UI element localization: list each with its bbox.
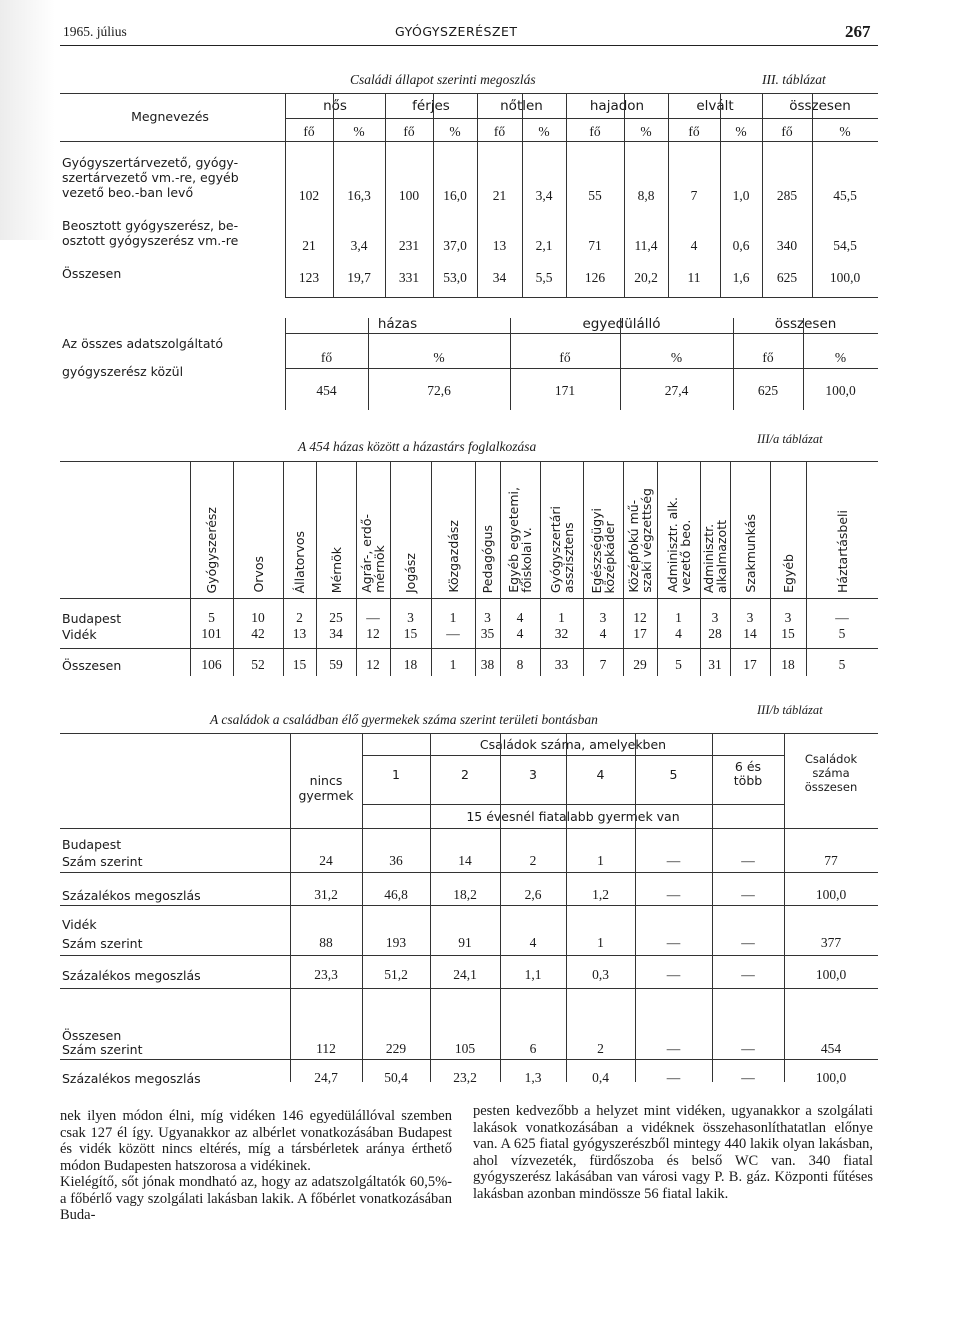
table-rule: [623, 461, 624, 676]
column-header: [657, 463, 700, 593]
header-count: 2: [461, 767, 469, 782]
table-cell: 4: [516, 610, 524, 625]
sub-header: fő: [762, 350, 774, 365]
table-cell: 42: [251, 626, 265, 641]
row-label: Budapest: [62, 611, 122, 626]
table-cell: 59: [329, 657, 343, 672]
table-cell: 31,2: [314, 887, 338, 902]
column-header-text: Közgazdász: [445, 520, 461, 593]
sub-header: fő: [688, 124, 700, 139]
sub-header: %: [640, 124, 652, 139]
row-label: Százalékos megoszlás: [62, 888, 201, 903]
table-cell: 37,0: [443, 238, 467, 253]
row-label: Összesen: [62, 658, 122, 673]
table-rule: [566, 733, 567, 1082]
table-cell: —: [741, 935, 755, 950]
table-cell: 340: [776, 238, 798, 253]
table-cell: 36: [389, 853, 403, 868]
table-rule: [60, 598, 878, 599]
table-cell: 3: [711, 610, 719, 625]
table-cell: —: [741, 1041, 755, 1056]
table-cell: 35: [480, 626, 495, 641]
table-cell: 100,0: [815, 1070, 847, 1085]
sub-header: fő: [781, 124, 793, 139]
table-cell: 5: [208, 610, 215, 625]
header-no-child: nincs gyermek: [298, 773, 354, 803]
table-rule: [285, 333, 878, 334]
sub-header: fő: [493, 124, 506, 139]
column-header-text: Adminisztr. alk. vezető beo.: [664, 497, 693, 593]
table-cell: 27,4: [664, 383, 689, 398]
table-rule: [233, 461, 234, 676]
sub-header: fő: [559, 350, 571, 365]
table3a-caption: A 454 házas között a házastárs foglalkozása: [298, 439, 537, 454]
header-top: Családok száma, amelyekben: [479, 737, 667, 752]
table-cell: 1,0: [732, 188, 750, 203]
column-header-text: Egyéb egyetemi, főiskolai v.: [506, 487, 534, 593]
table-cell: 88: [319, 935, 333, 950]
table-cell: 23,2: [453, 1070, 477, 1085]
table-cell: —: [666, 967, 681, 982]
table-cell: 11,4: [634, 238, 658, 253]
page-number: 267: [845, 22, 871, 41]
table-cell: 21: [302, 238, 316, 253]
table-cell: 2: [597, 1041, 604, 1056]
table-cell: 18,2: [453, 887, 477, 902]
row-label: Szám szerint: [62, 854, 143, 869]
row-label: Százalékos megoszlás: [62, 1071, 201, 1086]
table-rule: [620, 318, 621, 410]
row-label: Gyógyszertárvezető, gyógy- szertárvezető vm.-re, egyéb vezető beo.-ban levő: [62, 155, 239, 200]
table-rule: [60, 648, 878, 649]
group-header: nős: [323, 98, 347, 114]
table-cell: —: [741, 1070, 755, 1085]
table-cell: 34: [329, 626, 343, 641]
sub-header: %: [735, 124, 747, 139]
table-cell: 53,0: [443, 270, 467, 285]
row-label: Vidék: [62, 627, 97, 642]
column-header: [540, 463, 583, 593]
table-rule: [500, 461, 501, 676]
table3-caption: Családi állapot szerinti megoszlás: [350, 72, 536, 87]
group-header: hajadon: [589, 98, 645, 114]
header-bottom: 15 évesnél fiatalabb gyermek van: [466, 809, 680, 824]
sub-header: fő: [303, 124, 315, 139]
table-cell: 18: [781, 657, 795, 672]
column-header-text: Egészségügyi középkáder: [589, 507, 617, 593]
table-cell: 377: [820, 935, 842, 950]
table-cell: 50,4: [384, 1070, 408, 1085]
group-header: férjes: [412, 98, 450, 114]
table-cell: 15: [781, 626, 795, 641]
table-cell: 24,1: [453, 967, 477, 982]
table-cell: 1: [558, 610, 565, 625]
table-cell: 38: [480, 657, 495, 672]
table-cell: 1,3: [524, 1070, 542, 1085]
header-count: 1: [392, 767, 400, 782]
table-cell: 8,8: [637, 188, 655, 203]
table-cell: 2,1: [535, 238, 553, 253]
table-cell: 5,5: [535, 270, 553, 285]
table-rule: [700, 461, 701, 676]
table-cell: 3: [746, 610, 754, 625]
table-cell: 625: [757, 383, 779, 398]
table-rule: [285, 297, 878, 298]
region-label: Vidék: [62, 917, 97, 932]
table-cell: 3: [484, 610, 491, 625]
column-header: [390, 463, 431, 593]
table-rule: [806, 461, 807, 676]
column-header: [283, 463, 316, 593]
table-rule: [316, 461, 317, 676]
table-cell: 0,4: [592, 1070, 609, 1085]
table-rule: [733, 318, 734, 410]
table-cell: 4: [675, 626, 682, 641]
table-rule: [60, 988, 878, 989]
table-cell: 100,0: [815, 887, 847, 902]
table-cell: 4: [599, 626, 607, 641]
sub-header: %: [433, 350, 445, 365]
column-header: [583, 463, 623, 593]
table-cell: 123: [298, 270, 320, 285]
table-rule: [430, 733, 431, 1082]
table-rule: [803, 318, 804, 410]
group-header: elvált: [696, 98, 734, 114]
table-cell: 28: [708, 626, 722, 641]
sub-header: %: [353, 124, 365, 139]
column-header: [233, 463, 283, 593]
table-rule: [362, 755, 784, 756]
table-cell: 0,3: [592, 967, 609, 982]
table-cell: 3: [407, 610, 414, 625]
table-cell: 34: [492, 270, 507, 285]
header-count: 4: [596, 767, 605, 782]
table-cell: 4: [690, 238, 698, 253]
row-label: Beosztott gyógyszerész, be- osztott gyógyszerész vm.-re: [62, 218, 239, 248]
table-cell: 24: [319, 853, 333, 868]
table-cell: 171: [554, 383, 576, 398]
table-cell: 20,2: [634, 270, 658, 285]
table-cell: 6: [529, 1041, 537, 1056]
table-cell: 91: [458, 935, 472, 950]
table-cell: 13: [292, 626, 307, 641]
table3-label: III. táblázat: [762, 72, 826, 87]
table-cell: 46,8: [384, 887, 408, 902]
table-cell: 193: [385, 935, 407, 950]
table-rule: [657, 461, 658, 676]
table-cell: 1: [675, 610, 682, 625]
table-cell: 19,7: [347, 270, 371, 285]
table-rule: [60, 1059, 878, 1060]
table-cell: 15: [403, 626, 418, 641]
table-rule: [730, 461, 731, 676]
column-header-text: Pedagógus: [480, 524, 495, 593]
table-cell: 454: [316, 383, 337, 398]
table-rule: [362, 804, 784, 805]
sub-header: fő: [403, 124, 415, 139]
column-header: [475, 463, 500, 593]
table-rule: [190, 461, 191, 676]
table-cell: 625: [776, 270, 798, 285]
column-header-text: Mérnök: [328, 546, 344, 593]
column-label: Megnevezés: [131, 109, 209, 124]
column-header-text: Állatorvos: [292, 530, 307, 593]
column-header: [730, 463, 770, 593]
table-cell: 55: [588, 188, 602, 203]
table-cell: —: [741, 853, 755, 868]
table-cell: 21: [492, 188, 507, 203]
table-cell: —: [446, 626, 460, 641]
table-cell: 3,4: [350, 238, 368, 253]
table-cell: 1,6: [732, 270, 750, 285]
table-cell: 5: [675, 657, 682, 672]
table-cell: 54,5: [833, 238, 857, 253]
sub-header: %: [834, 350, 847, 365]
table-cell: —: [741, 967, 755, 982]
sub-header: fő: [320, 350, 333, 365]
table-cell: —: [835, 610, 849, 625]
column-header: [190, 463, 233, 593]
table-rule: [290, 733, 291, 1082]
column-header-text: Gyógyszerész: [204, 506, 219, 593]
table3b-caption: A családok a családban élő gyermekek száma szerint területi bontásban: [210, 712, 598, 727]
table-rule: [356, 461, 357, 676]
table-cell: 1,1: [524, 967, 542, 982]
column-header: [431, 463, 475, 593]
scan-shadow: [0, 0, 55, 240]
table-cell: 52: [251, 657, 265, 672]
body-right: pesten kedvezőbb a helyzet mint vidéken, ugyanakkor a szolgálati lakások vonatkozásában a vidéknek összehasonlíthatatlan előnye van. A 625 fiatal gyógyszerészből mintegy 440 lakik olyan lakásban, ahol vízvezeték, fürdőszoba és belső WC van. 340 fiatal gyógyszerész lakásában van városi vagy P. B. gáz. Központi fűtéses lakásban azonban mindössze 56 fiatal lakik.: [473, 1103, 873, 1202]
table-cell: —: [666, 887, 681, 902]
table-cell: 12: [633, 610, 647, 625]
table-rule: [712, 733, 713, 1082]
body-text-left: [60, 1108, 452, 1224]
column-header-text: Háztartásbeli: [834, 510, 850, 593]
table-cell: 11: [687, 270, 701, 285]
table-cell: 24,7: [314, 1070, 338, 1085]
table-cell: 15: [292, 657, 307, 672]
group-header: egyedülálló: [582, 316, 661, 332]
table-cell: 33: [554, 657, 569, 672]
table-cell: 32: [554, 626, 569, 641]
table-rule: [285, 118, 878, 119]
table-rule: [583, 461, 584, 676]
table-cell: —: [666, 935, 681, 950]
table-cell: 5: [838, 657, 846, 672]
row-label: Szám szerint: [62, 1042, 143, 1057]
header-count: 5: [669, 767, 678, 782]
table-cell: 101: [201, 626, 222, 641]
table-cell: 16,3: [347, 188, 371, 203]
table-rule: [510, 318, 511, 410]
table-cell: —: [741, 887, 755, 902]
table-rule: [60, 461, 878, 462]
table-rule: [283, 461, 284, 676]
column-header-text: Szakmunkás: [742, 514, 758, 593]
table-cell: 105: [454, 1041, 476, 1056]
table-rule: [540, 461, 541, 676]
table-cell: 14: [458, 853, 472, 868]
header-journal: GYÓGYSZERÉSZET: [395, 24, 518, 39]
column-header-text: Egyéb: [780, 554, 796, 593]
body-text-right: [473, 1103, 873, 1202]
column-header-text: Gyógyszertári asszisztens: [547, 505, 576, 593]
table-rule: [60, 141, 878, 142]
table-cell: 102: [298, 188, 320, 203]
table-cell: 1,2: [592, 887, 609, 902]
group-header: összesen: [774, 316, 837, 332]
region-label: Budapest: [62, 837, 122, 852]
column-header-text: Orvos: [250, 556, 266, 593]
header-rule: [60, 45, 878, 46]
table-rule: [500, 733, 501, 1082]
row-label: Szám szerint: [62, 936, 143, 951]
table-cell: —: [666, 853, 681, 868]
header-date: 1965. július: [63, 24, 127, 39]
table-cell: 4: [516, 626, 524, 641]
table-cell: 1: [597, 935, 604, 950]
body-left: nek ilyen módon élni, míg vidéken 146 egyedülállóval szemben csak 127 él így. Ugyanakkor az albérlet vonatkozásában Budapest és vidék között nincs eltérés, míg a társbérletek aránya érthető módon Budapesten hatszorosa a vidékinek. Kielégítő, sőt jónak mondható az, hogy az adatszolgáltatók 60,5%-a főbérlő vagy szolgálati lakásban lakik. A főbérlet vonatkozásában Buda-: [60, 1108, 452, 1223]
table-cell: 2: [296, 610, 303, 625]
sub-header: fő: [589, 124, 601, 139]
table-rule: [770, 461, 771, 676]
table-rule: [60, 828, 878, 829]
table-rule: [285, 368, 878, 369]
table-cell: 71: [588, 238, 602, 253]
table3a-label: III/a táblázat: [757, 432, 823, 446]
table-cell: 17: [743, 657, 757, 672]
table3b-label: III/b táblázat: [757, 703, 823, 717]
table-rule: [362, 733, 363, 1082]
table-cell: 100,0: [829, 270, 861, 285]
row-label: Az összes adatszolgáltató gyógyszerész közül: [62, 336, 224, 379]
column-header-text: Adminisztr. alkalmazott: [701, 519, 729, 593]
table-cell: 7: [690, 188, 698, 203]
table-cell: 14: [743, 626, 757, 641]
table-cell: 31: [708, 657, 722, 672]
table-rule: [60, 93, 878, 94]
column-header: [700, 463, 730, 593]
row-label: Összesen: [62, 266, 122, 281]
table-rule: [60, 872, 878, 873]
column-header-text: Középfokú mű- szaki végzettség: [626, 488, 654, 593]
table-cell: 45,5: [833, 188, 857, 203]
column-header-text: Agrár-, erdő- mérnök: [359, 514, 387, 593]
sub-header: %: [670, 350, 683, 365]
table-cell: 331: [398, 270, 420, 285]
table-cell: 100,0: [825, 383, 856, 398]
table-cell: 1: [597, 853, 604, 868]
table-cell: 4: [529, 935, 537, 950]
header-count: 3: [529, 767, 537, 782]
table-cell: 17: [633, 626, 647, 641]
table-cell: 106: [201, 657, 222, 672]
sub-header: %: [538, 124, 550, 139]
table-rule: [635, 733, 636, 1082]
sub-header: %: [449, 124, 461, 139]
table-rule: [431, 461, 432, 676]
table-rule: [60, 733, 878, 734]
table-cell: 51,2: [384, 967, 408, 982]
table-cell: 77: [824, 853, 838, 868]
column-header: [316, 463, 356, 593]
table-cell: 10: [251, 610, 265, 625]
table-cell: 5: [838, 626, 846, 641]
table-cell: 1: [449, 610, 457, 625]
table-cell: 285: [776, 188, 798, 203]
table-cell: 23,3: [314, 967, 338, 982]
table-cell: —: [366, 610, 380, 625]
table-cell: 12: [366, 657, 380, 672]
table-cell: 29: [633, 657, 647, 672]
table-cell: 12: [366, 626, 380, 641]
column-header-text: Jogász: [403, 552, 418, 593]
table-cell: 18: [403, 657, 418, 672]
table-rule: [60, 905, 878, 906]
table-rule: [784, 733, 785, 1082]
group-header: házas: [377, 316, 418, 332]
table-cell: 126: [584, 270, 606, 285]
table-cell: 231: [398, 238, 420, 253]
table-cell: 1: [449, 657, 457, 672]
table-rule: [390, 461, 391, 676]
table-cell: 3: [784, 610, 792, 625]
table-cell: 0,6: [732, 238, 750, 253]
table-cell: 2: [529, 853, 537, 868]
table-cell: 8: [516, 657, 524, 672]
table-cell: 112: [316, 1041, 336, 1056]
column-header: [500, 463, 540, 593]
table-cell: 3,4: [535, 188, 553, 203]
table-cell: 7: [599, 657, 607, 672]
table-cell: 454: [820, 1041, 842, 1056]
sub-header: %: [839, 124, 851, 139]
table-cell: 100,0: [815, 967, 847, 982]
column-header: [770, 463, 806, 593]
table-cell: —: [666, 1070, 681, 1085]
table-rule: [475, 461, 476, 676]
table-cell: 3: [599, 610, 607, 625]
column-header: [356, 463, 390, 593]
table-cell: 16,0: [443, 188, 467, 203]
table-cell: 72,6: [427, 383, 451, 398]
header-count: 6 és több: [733, 759, 763, 788]
table-cell: —: [666, 1041, 681, 1056]
group-header: nőtlen: [500, 98, 543, 114]
row-label: Százalékos megoszlás: [62, 968, 201, 983]
column-header: [623, 463, 657, 593]
table-cell: 2,6: [524, 887, 542, 902]
table-cell: 13: [492, 238, 507, 253]
column-header: [806, 463, 878, 593]
table-cell: 100: [398, 188, 420, 203]
table-rule: [60, 955, 878, 956]
table-rule: [368, 318, 369, 410]
table-cell: 25: [329, 610, 343, 625]
group-header: összesen: [789, 98, 851, 114]
header-total: Családok száma összesen: [804, 752, 858, 794]
table-rule: [285, 318, 286, 410]
region-label: Összesen: [62, 1028, 122, 1043]
table-cell: 229: [385, 1041, 407, 1056]
